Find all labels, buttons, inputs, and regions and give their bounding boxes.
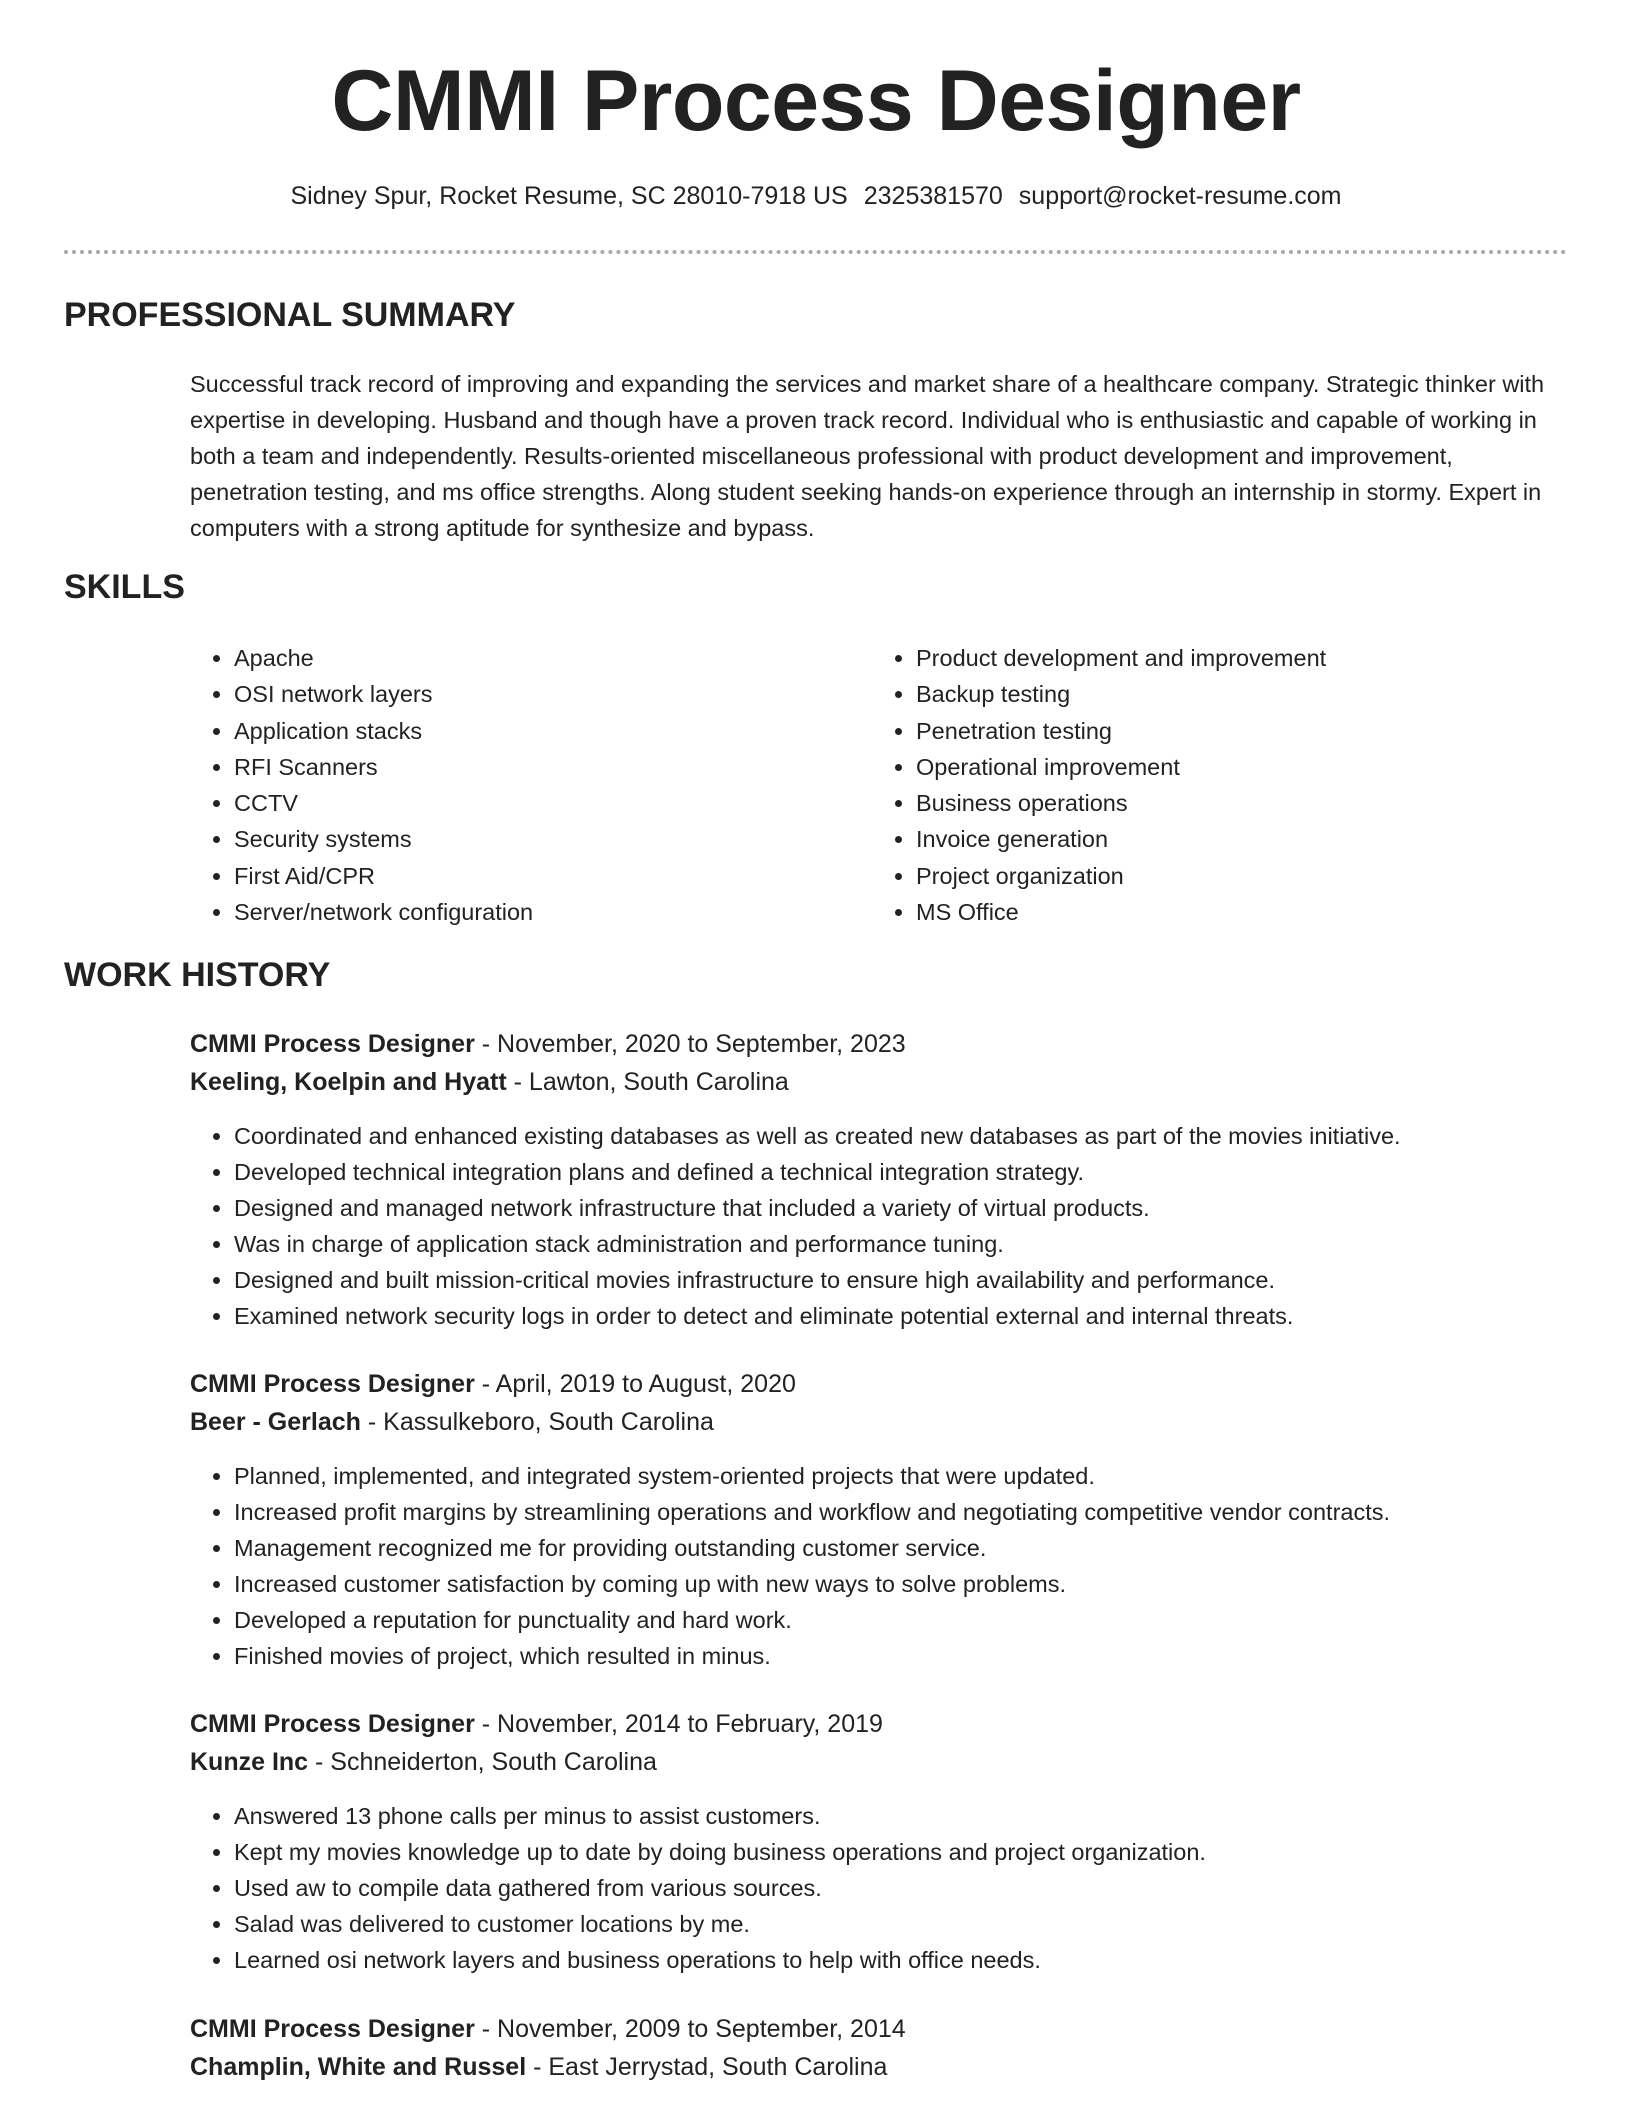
job-bullet: • Was in charge of application stack administration and performance tuning. (234, 1226, 1624, 1262)
job-bullet: • Designed and built mission-critical movies infrastructure to ensure high availability and performance. (234, 1262, 1624, 1298)
job-title: CMMI Process Designer (190, 1370, 475, 1398)
skill-item: • CCTV (234, 785, 854, 821)
job-company-line (190, 2053, 887, 2082)
job-bullets (190, 1458, 1624, 1674)
job-title-line (190, 1030, 906, 1059)
job-bullet: • Learned osi network layers and business operations to help with office needs. (234, 1942, 1624, 1978)
job-dates: - November, 2020 to September, 2023 (474, 1030, 906, 1058)
skill-item: • Apache (234, 640, 854, 676)
job-location: - Kassulkeboro, South Carolina (360, 1408, 714, 1436)
job-bullets (190, 1118, 1624, 1334)
job-bullets (190, 1798, 1624, 1978)
job-title-line (190, 1370, 796, 1399)
skill-item: • Project organization (916, 858, 1566, 894)
skill-item: • First Aid/CPR (234, 858, 854, 894)
job-company: Champlin, White and Russel (190, 2053, 527, 2081)
job-bullet: • Used aw to compile data gathered from various sources. (234, 1870, 1624, 1906)
job-bullet: • Designed and managed network infrastructure that included a variety of virtual products. (234, 1190, 1624, 1226)
job-company-line (190, 1068, 789, 1097)
skill-item: • MS Office (916, 894, 1566, 930)
contact-phone: 2325381570 (863, 182, 1003, 210)
job-dates: - November, 2009 to September, 2014 (474, 2015, 906, 2043)
skill-item: • OSI network layers (234, 676, 854, 712)
job-bullet: • Planned, implemented, and integrated system-oriented projects that were updated. (234, 1458, 1624, 1494)
job-bullet: • Increased customer satisfaction by coming up with new ways to solve problems. (234, 1566, 1624, 1602)
job-title-line (190, 2015, 906, 2044)
job-bullet: • Management recognized me for providing outstanding customer service. (234, 1530, 1624, 1566)
skills-heading: SKILLS (64, 568, 185, 606)
job-company-line (190, 1748, 657, 1777)
work-heading: WORK HISTORY (64, 956, 331, 994)
header-divider (64, 250, 1567, 254)
summary-heading: PROFESSIONAL SUMMARY (64, 296, 516, 334)
job-company: Keeling, Koelpin and Hyatt (190, 1068, 507, 1096)
skill-item: • Penetration testing (916, 713, 1566, 749)
contact-line (0, 182, 1632, 211)
contact-email: support@rocket-resume.com (1018, 182, 1342, 210)
job-company: Kunze Inc (190, 1748, 309, 1776)
job-dates: - April, 2019 to August, 2020 (474, 1370, 796, 1398)
job-location: - Schneiderton, South Carolina (308, 1748, 657, 1776)
job-company: Beer - Gerlach (190, 1408, 361, 1436)
skill-item: • RFI Scanners (234, 749, 854, 785)
skill-item: • Product development and improvement (916, 640, 1566, 676)
job-company-line (190, 1408, 714, 1437)
job-bullet: • Developed technical integration plans and defined a technical integration strategy. (234, 1154, 1624, 1190)
skill-item: • Security systems (234, 821, 854, 857)
job-bullet: • Salad was delivered to customer locations by me. (234, 1906, 1624, 1942)
job-location: - East Jerrystad, South Carolina (526, 2053, 888, 2081)
skills-list-right (872, 640, 1566, 930)
skill-item: • Backup testing (916, 676, 1566, 712)
job-location: - Lawton, South Carolina (506, 1068, 789, 1096)
job-dates: - November, 2014 to February, 2019 (474, 1710, 883, 1738)
skill-item: • Invoice generation (916, 821, 1566, 857)
skill-item: • Application stacks (234, 713, 854, 749)
job-title: CMMI Process Designer (190, 1710, 475, 1738)
job-bullet: • Increased profit margins by streamlining operations and workflow and negotiating competitive vendor contracts. (234, 1494, 1624, 1530)
job-title-line (190, 1710, 883, 1739)
job-title: CMMI Process Designer (190, 2015, 475, 2043)
job-bullet: • Answered 13 phone calls per minus to assist customers. (234, 1798, 1624, 1834)
skills-list-left (190, 640, 854, 930)
contact-address: Sidney Spur, Rocket Resume, SC 28010-7918 US (290, 182, 848, 210)
job-bullet: • Examined network security logs in order to detect and eliminate potential external and internal threats. (234, 1298, 1624, 1334)
resume-title: CMMI Process Designer (331, 53, 1301, 149)
job-bullet: • Coordinated and enhanced existing databases as well as created new databases as part of the movies initiative. (234, 1118, 1624, 1154)
job-bullet: • Kept my movies knowledge up to date by doing business operations and project organization. (234, 1834, 1624, 1870)
skill-item: • Business operations (916, 785, 1566, 821)
skill-item: • Operational improvement (916, 749, 1566, 785)
job-bullet: • Finished movies of project, which resulted in minus. (234, 1638, 1624, 1674)
summary-text: Successful track record of improving and expanding the services and market share of a healthcare company. Strategic thinker with expertise in developing. Husband and though have a proven track record. Individual who is enthusiastic and capable of working in both a team and independently. Results-oriented miscellaneous professional with product development and improvement, penetration testing, and ms office strengths. Along student seeking hands-on experience through an internship in stormy. Expert in computers with a strong aptitude for synthesize and bypass. (190, 371, 1545, 541)
job-bullet: • Developed a reputation for punctuality and hard work. (234, 1602, 1624, 1638)
skill-item: • Server/network configuration (234, 894, 854, 930)
job-title: CMMI Process Designer (190, 1030, 475, 1058)
